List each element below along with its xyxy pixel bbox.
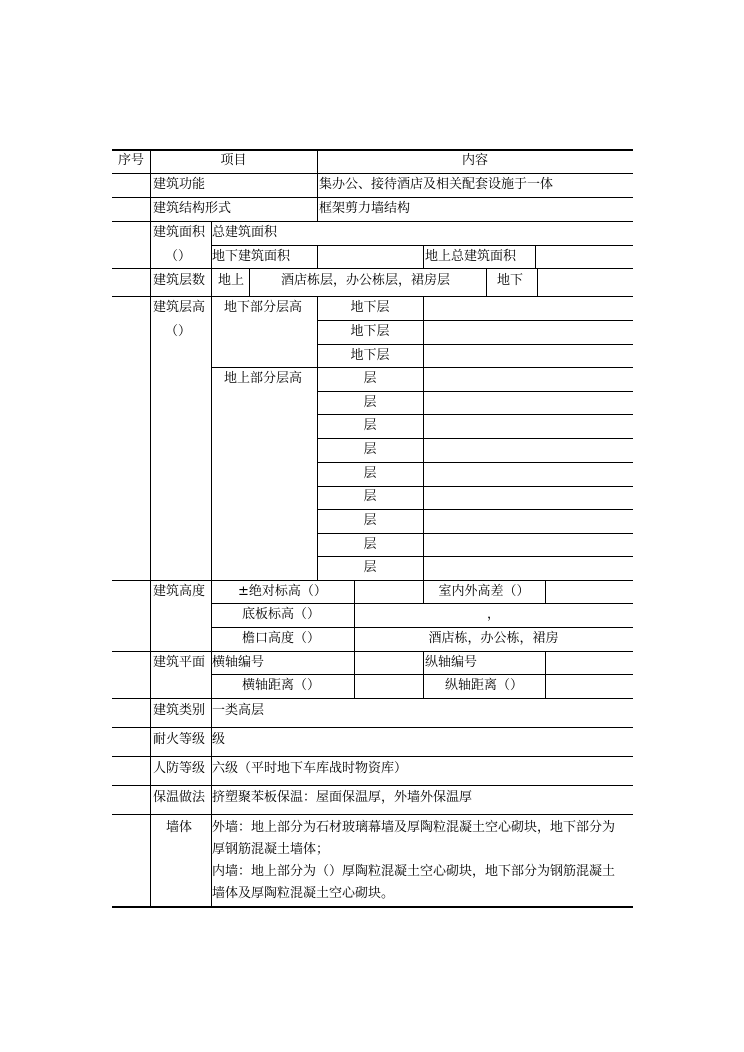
structure-label: 建筑结构形式 <box>153 201 232 216</box>
aboveground-row: 层 <box>363 466 377 481</box>
row-divider <box>211 627 633 628</box>
col-divider <box>317 245 318 268</box>
height-label: 建筑高度 <box>153 584 206 599</box>
civil-defense-label: 人防等级 <box>153 761 206 776</box>
wall-line: 外墙：地上部分为石材玻璃幕墙及厚陶粒混凝土空心砌块，地下部分为 <box>212 820 616 835</box>
wall-label: 墙体 <box>166 820 193 835</box>
row-divider <box>112 651 633 652</box>
col-divider <box>486 268 487 296</box>
underground-row: 地下层 <box>350 324 390 339</box>
area-label: 建筑面积 <box>153 225 206 240</box>
fire-value: 级 <box>212 732 226 747</box>
abs-elevation: ±绝对标高（） <box>238 584 327 599</box>
aboveground-row: 层 <box>363 442 377 457</box>
eave-height: 檐口高度（） <box>242 631 321 646</box>
col-divider <box>535 245 536 268</box>
aboveground-row: 层 <box>363 537 377 552</box>
row-divider <box>317 486 633 487</box>
row-divider <box>112 698 633 699</box>
fire-label: 耐火等级 <box>153 732 206 747</box>
area-unit: （） <box>165 249 192 264</box>
row-divider <box>317 509 633 510</box>
row-divider <box>112 173 633 174</box>
row-divider <box>317 414 633 415</box>
area-aboveground: 地上总建筑面积 <box>425 249 517 264</box>
wall-line: 厚钢筋混凝土墙体； <box>212 842 330 857</box>
row-divider <box>112 197 633 198</box>
row-divider <box>112 756 633 757</box>
area-total: 总建筑面积 <box>212 225 278 240</box>
row-divider <box>317 462 633 463</box>
floor-height-unit: （） <box>165 324 192 339</box>
insulation-value: 挤塑聚苯板保温：屋面保温厚，外墙外保温厚 <box>212 790 473 805</box>
row-divider <box>211 674 633 675</box>
structure-value: 框架剪力墙结构 <box>319 201 411 216</box>
row-divider <box>112 221 633 222</box>
h-axis-distance: 横轴距离（） <box>242 678 321 693</box>
underground-height-label: 地下部分层高 <box>224 300 303 315</box>
row-divider <box>112 296 633 297</box>
col-divider <box>249 268 250 296</box>
aboveground-row: 层 <box>363 395 377 410</box>
header-content: 内容 <box>461 153 488 168</box>
insulation-label: 保温做法 <box>153 790 206 805</box>
eave-height-value: 酒店栋，办公栋，裙房 <box>428 631 559 646</box>
aboveground-row: 层 <box>363 418 377 433</box>
table-top-border <box>112 149 633 151</box>
underground-row: 地下层 <box>350 348 390 363</box>
row-divider <box>211 603 633 604</box>
slab-elevation: 底板标高（） <box>242 607 321 622</box>
row-divider <box>112 268 633 269</box>
civil-defense-value: 六级（平时地下车库战时物资库） <box>212 761 408 776</box>
aboveground-row: 层 <box>363 371 377 386</box>
col-divider <box>423 245 424 268</box>
row-divider <box>112 727 633 728</box>
floors-desc: 酒店栋层，办公栋层，裙房层 <box>281 273 451 288</box>
category-value: 一类高层 <box>212 703 265 718</box>
row-divider <box>211 245 633 246</box>
col-divider <box>423 296 424 580</box>
function-label: 建筑功能 <box>153 177 206 192</box>
aboveground-row: 层 <box>363 513 377 528</box>
col-divider <box>150 150 151 907</box>
area-underground: 地下建筑面积 <box>212 249 291 264</box>
col-divider <box>354 651 355 698</box>
indoor-outdoor-diff: 室内外高差（） <box>438 584 530 599</box>
col-divider <box>537 268 538 296</box>
slab-elevation-value: ， <box>486 607 500 622</box>
h-axis-number: 横轴编号 <box>212 655 265 670</box>
aboveground-height-label: 地上部分层高 <box>224 371 303 386</box>
v-axis-number: 纵轴编号 <box>425 655 478 670</box>
floors-below: 地下 <box>497 273 524 288</box>
row-divider <box>317 438 633 439</box>
floor-height-label: 建筑层高 <box>153 300 206 315</box>
aboveground-row: 层 <box>363 489 377 504</box>
col-divider <box>545 651 546 698</box>
row-divider <box>112 580 633 581</box>
header-item: 项目 <box>220 153 247 168</box>
row-divider <box>317 533 633 534</box>
row-divider <box>211 367 633 368</box>
floors-label: 建筑层数 <box>153 273 206 288</box>
row-divider <box>317 320 633 321</box>
wall-line: 墙体及厚陶粒混凝土空心砌块。 <box>212 886 395 901</box>
row-divider <box>317 391 633 392</box>
table-bottom-border <box>112 906 633 908</box>
plan-label: 建筑平面 <box>153 655 206 670</box>
underground-row: 地下层 <box>350 300 390 315</box>
category-label: 建筑类别 <box>153 703 206 718</box>
col-divider <box>545 580 546 603</box>
function-value: 集办公、接待酒店及相关配套设施于一体 <box>319 177 554 192</box>
wall-line: 内墙：地上部分为（）厚陶粒混凝土空心砌块，地下部分为钢筋混凝土 <box>212 864 616 879</box>
row-divider <box>112 785 633 786</box>
header-seq: 序号 <box>117 153 144 168</box>
row-divider <box>317 556 633 557</box>
v-axis-distance: 纵轴距离（） <box>444 678 523 693</box>
row-divider <box>317 344 633 345</box>
floors-above: 地上 <box>218 273 245 288</box>
aboveground-row: 层 <box>363 560 377 575</box>
row-divider <box>112 814 633 815</box>
